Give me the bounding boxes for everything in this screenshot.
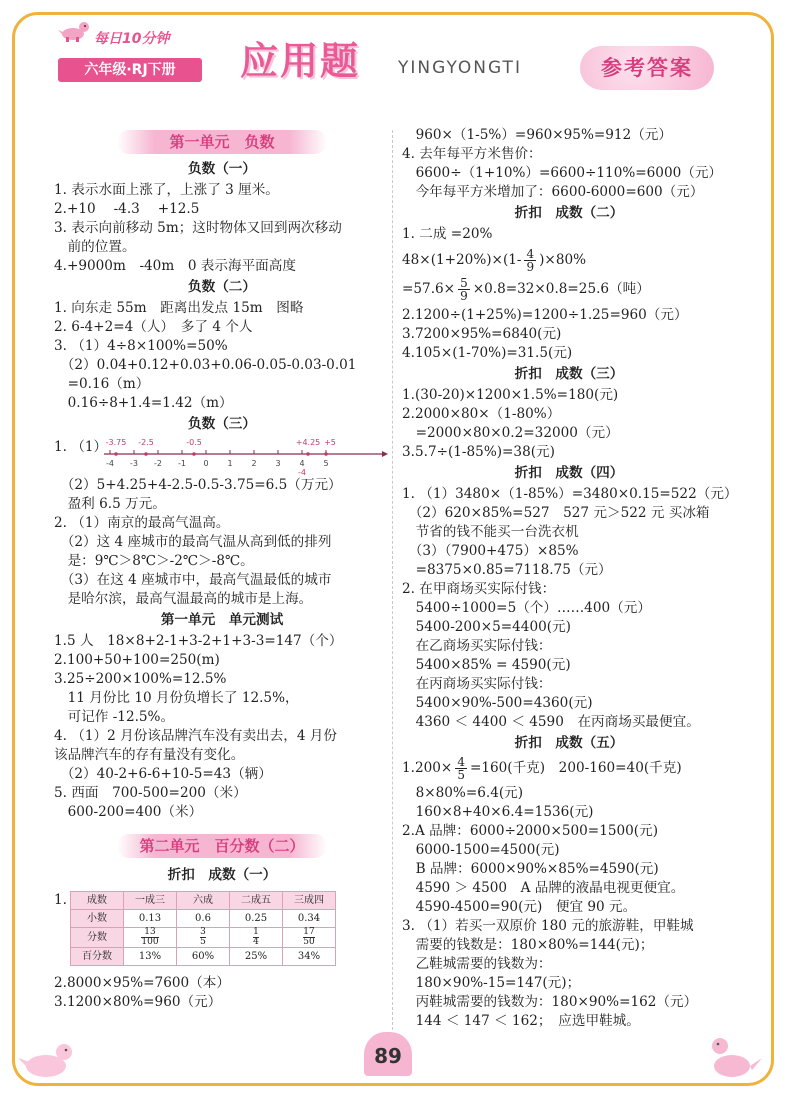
table-row [71, 928, 336, 948]
page-title: 应用题 [240, 39, 361, 83]
percent-table-answer [54, 891, 390, 966]
answer-line: 2.8000×95%=7600（本） [54, 975, 230, 991]
answer-line: 4.+9000m -40m 0 表示海平面高度 [54, 258, 296, 274]
table-cell: 0.13 [124, 910, 177, 928]
answer-line: 3.1200×80%=960（元） [54, 994, 222, 1010]
answer-line: 需要的钱数是：180×80%=144(元)； [402, 937, 654, 953]
answer-line: 2. （1）南京的最高气温高。 [54, 515, 230, 531]
answer-line: 1. 表示水面上涨了，上涨了 3 厘米。 [54, 182, 279, 198]
answer-line: 2.A 品牌：6000÷2000×500=1500(元) [402, 823, 658, 839]
unit-1-banner: 第一单元 负数 [117, 130, 327, 154]
answer-line: 2.100+50+100=250(m) [54, 652, 220, 668]
answer-line: 1. （1）3480×（1-85%）=3480×0.15=522（元） [402, 486, 738, 502]
fraction-denominator: 5 [457, 768, 465, 782]
answer-line: （2）40-2+6-6+10-5=43（辆） [54, 766, 272, 782]
answer-line: 6000-1500=4500(元) [402, 842, 560, 858]
axis-arrow [382, 451, 388, 457]
answer-line: 3.7200×95%=6840(元) [402, 326, 562, 342]
answer-line: 乙鞋城需要的钱数为： [402, 956, 552, 972]
expr-part: 1.200× [402, 760, 453, 776]
answer-line-fraction [402, 756, 736, 781]
answer-line: 是：9℃＞8℃＞-2℃＞-8℃。 [54, 553, 254, 569]
section-heading: 折扣 成数（四） [514, 465, 624, 481]
table-row [71, 910, 336, 928]
dinosaur-decoration-icon [18, 1036, 78, 1080]
answer-line: 5400×85% = 4590(元) [402, 657, 571, 673]
answer-line: 在乙商场买实际付钱： [402, 638, 552, 654]
table-row [71, 948, 336, 966]
table-cell: 分数 [71, 928, 124, 948]
answer-line: 4. （1）2 月份该品牌汽车没有卖出去，4 月份 [54, 728, 337, 744]
expr-part: =160(千克) 200-160=40(千克) [469, 760, 682, 776]
answer-line: 丙鞋城需要的钱数为：180×90%=162（元） [402, 994, 698, 1010]
table-cell: 六成 [177, 892, 230, 910]
table-cell: 成数 [71, 892, 124, 910]
answer-line: =8375×0.85=7118.75（元） [402, 562, 612, 578]
answer-line: 2. 在甲商场买实际付钱： [402, 581, 556, 597]
section-heading: 折扣 成数（五） [514, 735, 624, 751]
answer-line: 可记作 -12.5%。 [54, 709, 175, 725]
table-cell: 0.34 [283, 910, 336, 928]
fraction-numerator: 1 [253, 927, 259, 937]
table-cell: 小数 [71, 910, 124, 928]
answer-line: 1. 向东走 55m 距离出发点 15m 图略 [54, 300, 304, 316]
answer-line: 是哈尔滨，最高气温最高的城市是上海。 [54, 591, 313, 607]
answer-line: 3. （1）4÷8×100%=50% [54, 338, 228, 354]
answer-line: 4590-4500=90(元) 便宜 90 元。 [402, 899, 637, 915]
fraction-denominator: 50 [303, 937, 315, 947]
table-cell [177, 928, 230, 948]
section-heading: 负数（三） [188, 416, 256, 432]
fraction-numerator: 3 [200, 927, 206, 937]
table-cell: 60% [177, 948, 230, 966]
answer-line: （2）620×85%=527 527 元＞522 元 买冰箱 [402, 505, 710, 521]
answer-line: 盈利 6.5 万元。 [54, 496, 166, 512]
fraction-denominator: 9 [526, 260, 535, 274]
answer-line: 8×80%=6.4(元) [402, 785, 524, 801]
answer-line: 3.5.7÷(1-85%)=38(元) [402, 444, 555, 460]
answer-line: 11 月份比 10 月份负增长了 12.5%， [54, 690, 299, 706]
left-column [54, 126, 390, 1012]
table-cell [230, 928, 283, 948]
answer-line: 1.5 人 18×8+2-1+3-2+1+3-3=147（个） [54, 633, 343, 649]
answer-line: 2.+10 -4.3 +12.5 [54, 201, 200, 217]
point-label: -4 [298, 468, 306, 476]
answer-line: 在丙商场买实际付钱： [402, 676, 552, 692]
answer-line: 该品牌汽车的存有量没有变化。 [54, 747, 245, 763]
point-label: +5 [324, 438, 336, 447]
tick-label: 1 [227, 459, 233, 468]
percent-conversion-table [70, 891, 336, 966]
answer-line: =0.16（m） [54, 376, 150, 392]
header [0, 0, 790, 110]
table-row [71, 892, 336, 910]
tick-label: -4 [106, 459, 114, 468]
answer-line: =2000×80×0.2=32000（元） [402, 425, 619, 441]
answer-line: 前的位置。 [54, 239, 136, 255]
answer-line: 1. 二成 =20% [402, 226, 493, 242]
title-pinyin: YINGYONGTI [398, 58, 522, 78]
dinosaur-logo-icon [58, 20, 92, 42]
answer-line: 3. （1）若买一双原价 180 元的旅游鞋，甲鞋城 [402, 918, 694, 934]
table-cell: 0.25 [230, 910, 283, 928]
answer-line: 2.1200÷(1+25%)=1200÷1.25=960（元） [402, 307, 688, 323]
answer-line: 4.105×(1-70%)=31.5(元) [402, 345, 573, 361]
answer-line: 1. （1） [54, 439, 108, 455]
tick-label: -2 [154, 459, 162, 468]
fraction-denominator: 100 [141, 937, 159, 947]
answer-line: 5. 西面 700-500=200（米） [54, 785, 247, 801]
point-label: -3.75 [105, 438, 127, 447]
answer-line: 1.(30-20)×1200×1.5%=180(元) [402, 387, 619, 403]
tick-label: 2 [251, 459, 257, 468]
answer-line: 1. [54, 892, 67, 908]
answer-line-fraction [402, 248, 736, 273]
answer-line: 2. 6-4+2=4（人） 多了 4 个人 [54, 319, 253, 335]
answer-line: 180×90%-15=147(元)； [402, 975, 581, 991]
section-heading: 折扣 成数（一） [167, 867, 277, 883]
fraction-denominator: 4 [253, 937, 259, 947]
answer-line: 6600÷（1+10%）=6600÷110%=6000（元） [402, 165, 723, 181]
answer-line: 160×8+40×6.4=1536(元) [402, 804, 594, 820]
fraction-numerator: 13 [141, 928, 158, 938]
answer-line: 4360 ＜ 4400 ＜ 4590 在丙商场买最便宜。 [402, 714, 700, 730]
fraction-denominator: 5 [200, 937, 206, 947]
expr-part: )×80% [539, 252, 587, 268]
point-label: -0.5 [186, 438, 202, 447]
table-cell [283, 928, 336, 948]
tick-label: -3 [130, 459, 138, 468]
answer-key-badge: 参考答案 [580, 46, 714, 90]
column-divider [392, 130, 393, 1030]
answer-line: 5400×90%-500=4360(元) [402, 695, 593, 711]
section-heading: 负数（一） [188, 161, 256, 177]
answer-line: 0.16÷8+1.4=1.42（m） [54, 395, 233, 411]
unit-2-banner: 第二单元 百分数（二） [117, 834, 327, 858]
number-line-diagram [100, 436, 390, 476]
number-line-answer [54, 436, 390, 476]
answer-line: 节省的钱不能买一台洗衣机 [402, 524, 579, 540]
fraction-denominator: 9 [460, 289, 468, 303]
fraction-numerator: 5 [460, 276, 468, 290]
tick-label: 5 [323, 459, 329, 468]
point-label: +4.25 [295, 438, 321, 447]
table-cell: 一成三 [124, 892, 177, 910]
answer-line: 3.25÷200×100%=12.5% [54, 671, 227, 687]
fraction-numerator: 4 [457, 755, 465, 769]
answer-line: 今年每平方米增加了：6600-6000=600（元） [402, 184, 704, 200]
table-cell: 34% [283, 948, 336, 966]
fraction-numerator: 17 [303, 927, 315, 937]
answer-line: 144 ＜ 147 ＜ 162； 应选甲鞋城。 [402, 1013, 640, 1029]
answer-line: 4. 去年每平方米售价： [402, 146, 542, 162]
table-cell: 三成四 [283, 892, 336, 910]
tick-label: 0 [203, 459, 209, 468]
section-heading: 折扣 成数（三） [514, 366, 624, 382]
table-cell [124, 928, 177, 948]
answer-line: （3）（7900+475）×85% [402, 543, 579, 559]
expr-part: =57.6× [402, 281, 456, 297]
grade-label: 六年级·RJ下册 [58, 58, 202, 82]
answer-line: 4590 ＞ 4500 A 品牌的液晶电视更便宜。 [402, 880, 685, 896]
page-number: 89 [364, 1032, 412, 1076]
answer-line: 3. 表示向前移动 5m；这时物体又回到两次移动 [54, 220, 342, 236]
tick-label: 3 [275, 459, 281, 468]
answer-line: （2）这 4 座城市的最高气温从高到低的排列 [54, 534, 332, 550]
answer-line: 600-200=400（米） [54, 804, 203, 820]
table-cell: 25% [230, 948, 283, 966]
answer-line: 960×（1-5%）=960×95%=912（元） [402, 127, 672, 143]
fraction-numerator: 4 [526, 247, 535, 261]
answer-line: （2）0.04+0.12+0.03+0.06-0.05-0.03-0.01 [54, 357, 357, 373]
expr-part: ×0.8=32×0.8=25.6（吨） [472, 281, 650, 297]
fraction [455, 756, 467, 781]
answer-line: （2）5+4.25+4-2.5-0.5-3.75=6.5（万元） [54, 477, 342, 493]
answer-line: （3）在这 4 座城市中，最高气温最低的城市 [54, 572, 332, 588]
table-cell: 13% [124, 948, 177, 966]
point-label: -2.5 [138, 438, 154, 447]
section-heading: 第一单元 单元测试 [160, 612, 284, 628]
section-heading: 负数（二） [188, 279, 256, 295]
answer-line: 5400-200×5=4400(元) [402, 619, 571, 635]
fraction [524, 248, 536, 273]
right-column [402, 126, 736, 1031]
answer-line: 2.2000×80×（1-80%） [402, 406, 561, 422]
answer-line-fraction [402, 277, 736, 302]
answer-line: B 品牌：6000×90%×85%=4590(元) [402, 861, 659, 877]
daily-ten-minutes-label: 每日10分钟 [94, 31, 170, 47]
table-cell: 二成五 [230, 892, 283, 910]
expr-part: 48×(1+20%)×(1- [402, 252, 522, 268]
section-heading: 折扣 成数（二） [514, 205, 624, 221]
table-cell: 0.6 [177, 910, 230, 928]
tick-label: 4 [299, 459, 305, 468]
dinosaur-decoration-icon [706, 1030, 762, 1082]
tick-label: -1 [178, 459, 186, 468]
answer-line: 5400÷1000=5（个）……400（元） [402, 600, 651, 616]
table-cell: 百分数 [71, 948, 124, 966]
fraction [458, 277, 470, 302]
